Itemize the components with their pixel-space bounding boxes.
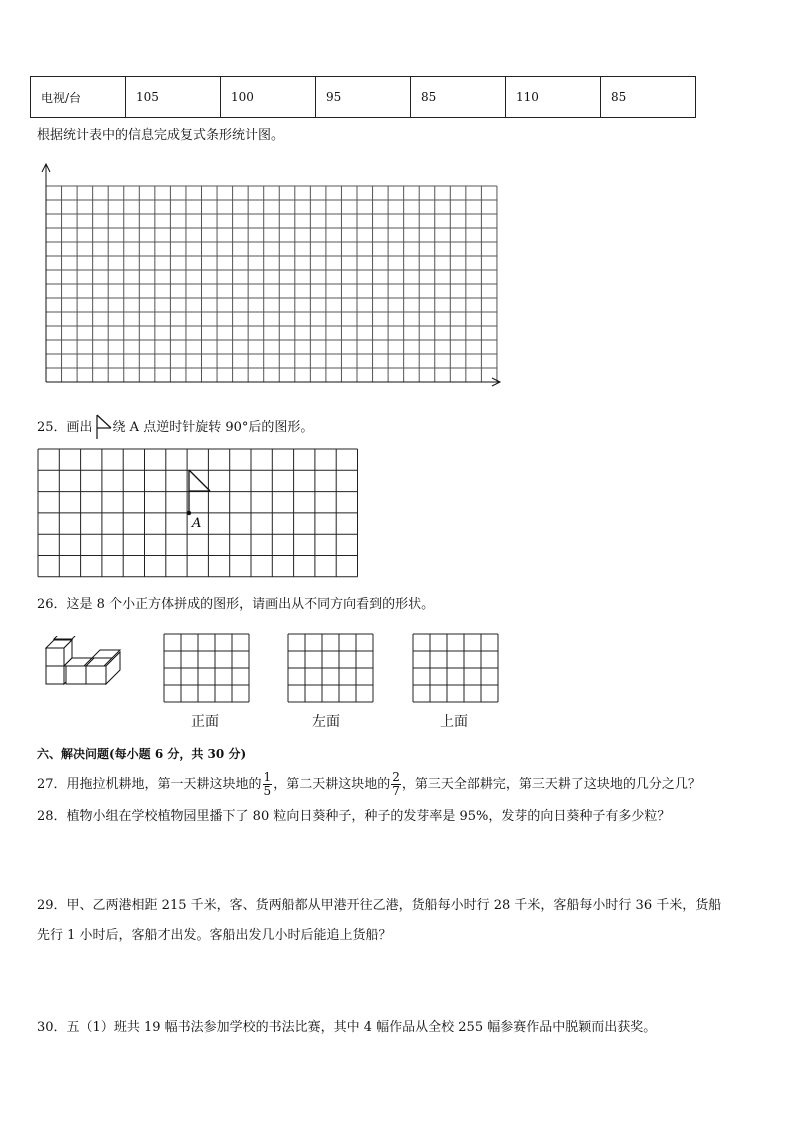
q27-part3: ，第三天全部耕完，第三天耕了这块地的几分之几？ — [401, 777, 701, 792]
left-view-label: 左面 — [312, 714, 340, 730]
data-table — [30, 76, 696, 118]
question-29-line1: 29．甲、乙两港相距 215 千米，客、货两船都从甲港开往乙港，货船每小时行 28 千米，客船每小时行 36 千米，货船 — [37, 898, 722, 913]
table-cell: 110 — [506, 77, 601, 118]
table-row-label: 电视/台 — [31, 77, 126, 118]
left-view-grid — [287, 633, 375, 703]
q27-part2: ，第二天耕这块地的 — [273, 777, 391, 792]
point-a — [187, 511, 191, 515]
front-view-grid-wrap — [163, 633, 251, 707]
question-25 — [37, 414, 313, 440]
question-26: 26．这是 8 个小正方体拼成的图形，请画出从不同方向看到的形状。 — [37, 597, 435, 612]
q25-prefix: 25．画出 — [37, 420, 93, 435]
top-view-label: 上面 — [440, 714, 468, 730]
top-view-grid-wrap — [412, 633, 500, 707]
cube-figure — [40, 636, 130, 698]
table-row — [31, 77, 696, 118]
flag-shape-icon — [93, 414, 113, 440]
table-cell: 95 — [316, 77, 411, 118]
question-28: 28．植物小组在学校植物园里播下了 80 粒向日葵种子，种子的发芽率是 95%，发芽的向日葵种子有多少粒？ — [37, 809, 671, 824]
table-cell: 105 — [126, 77, 221, 118]
top-view-grid — [412, 633, 500, 703]
table-cell: 100 — [221, 77, 316, 118]
chart-instruction: 根据统计表中的信息完成复式条形统计图。 — [37, 128, 285, 143]
question-29-line2: 先行 1 小时后，客船才出发。客船出发几小时后能追上货船？ — [37, 928, 392, 943]
front-view-grid — [163, 633, 251, 703]
question-27 — [37, 766, 701, 804]
section-6-title: 六、解决问题(每小题 6 分，共 30 分) — [37, 747, 247, 761]
fraction-two-sevenths: $\frac{2}{7}$ — [392, 770, 400, 798]
fraction-one-fifth: $\frac{1}{5}$ — [263, 770, 272, 798]
point-a-label: A — [192, 516, 202, 531]
table-cell: 85 — [411, 77, 506, 118]
table-cell: 85 — [601, 77, 696, 118]
rotation-grid — [37, 448, 363, 582]
q27-part1: 27．用拖拉机耕地，第一天耕这块地的 — [37, 777, 262, 792]
blank-chart-grid — [36, 158, 506, 390]
question-30: 30．五（1）班共 19 幅书法参加学校的书法比赛，其中 4 幅作品从全校 255 幅参赛作品中脱颖而出获奖。 — [37, 1020, 657, 1035]
front-view-label: 正面 — [191, 714, 219, 730]
left-view-grid-wrap — [287, 633, 375, 707]
q25-suffix: 绕 A 点逆时针旋转 90°后的图形。 — [112, 420, 314, 435]
